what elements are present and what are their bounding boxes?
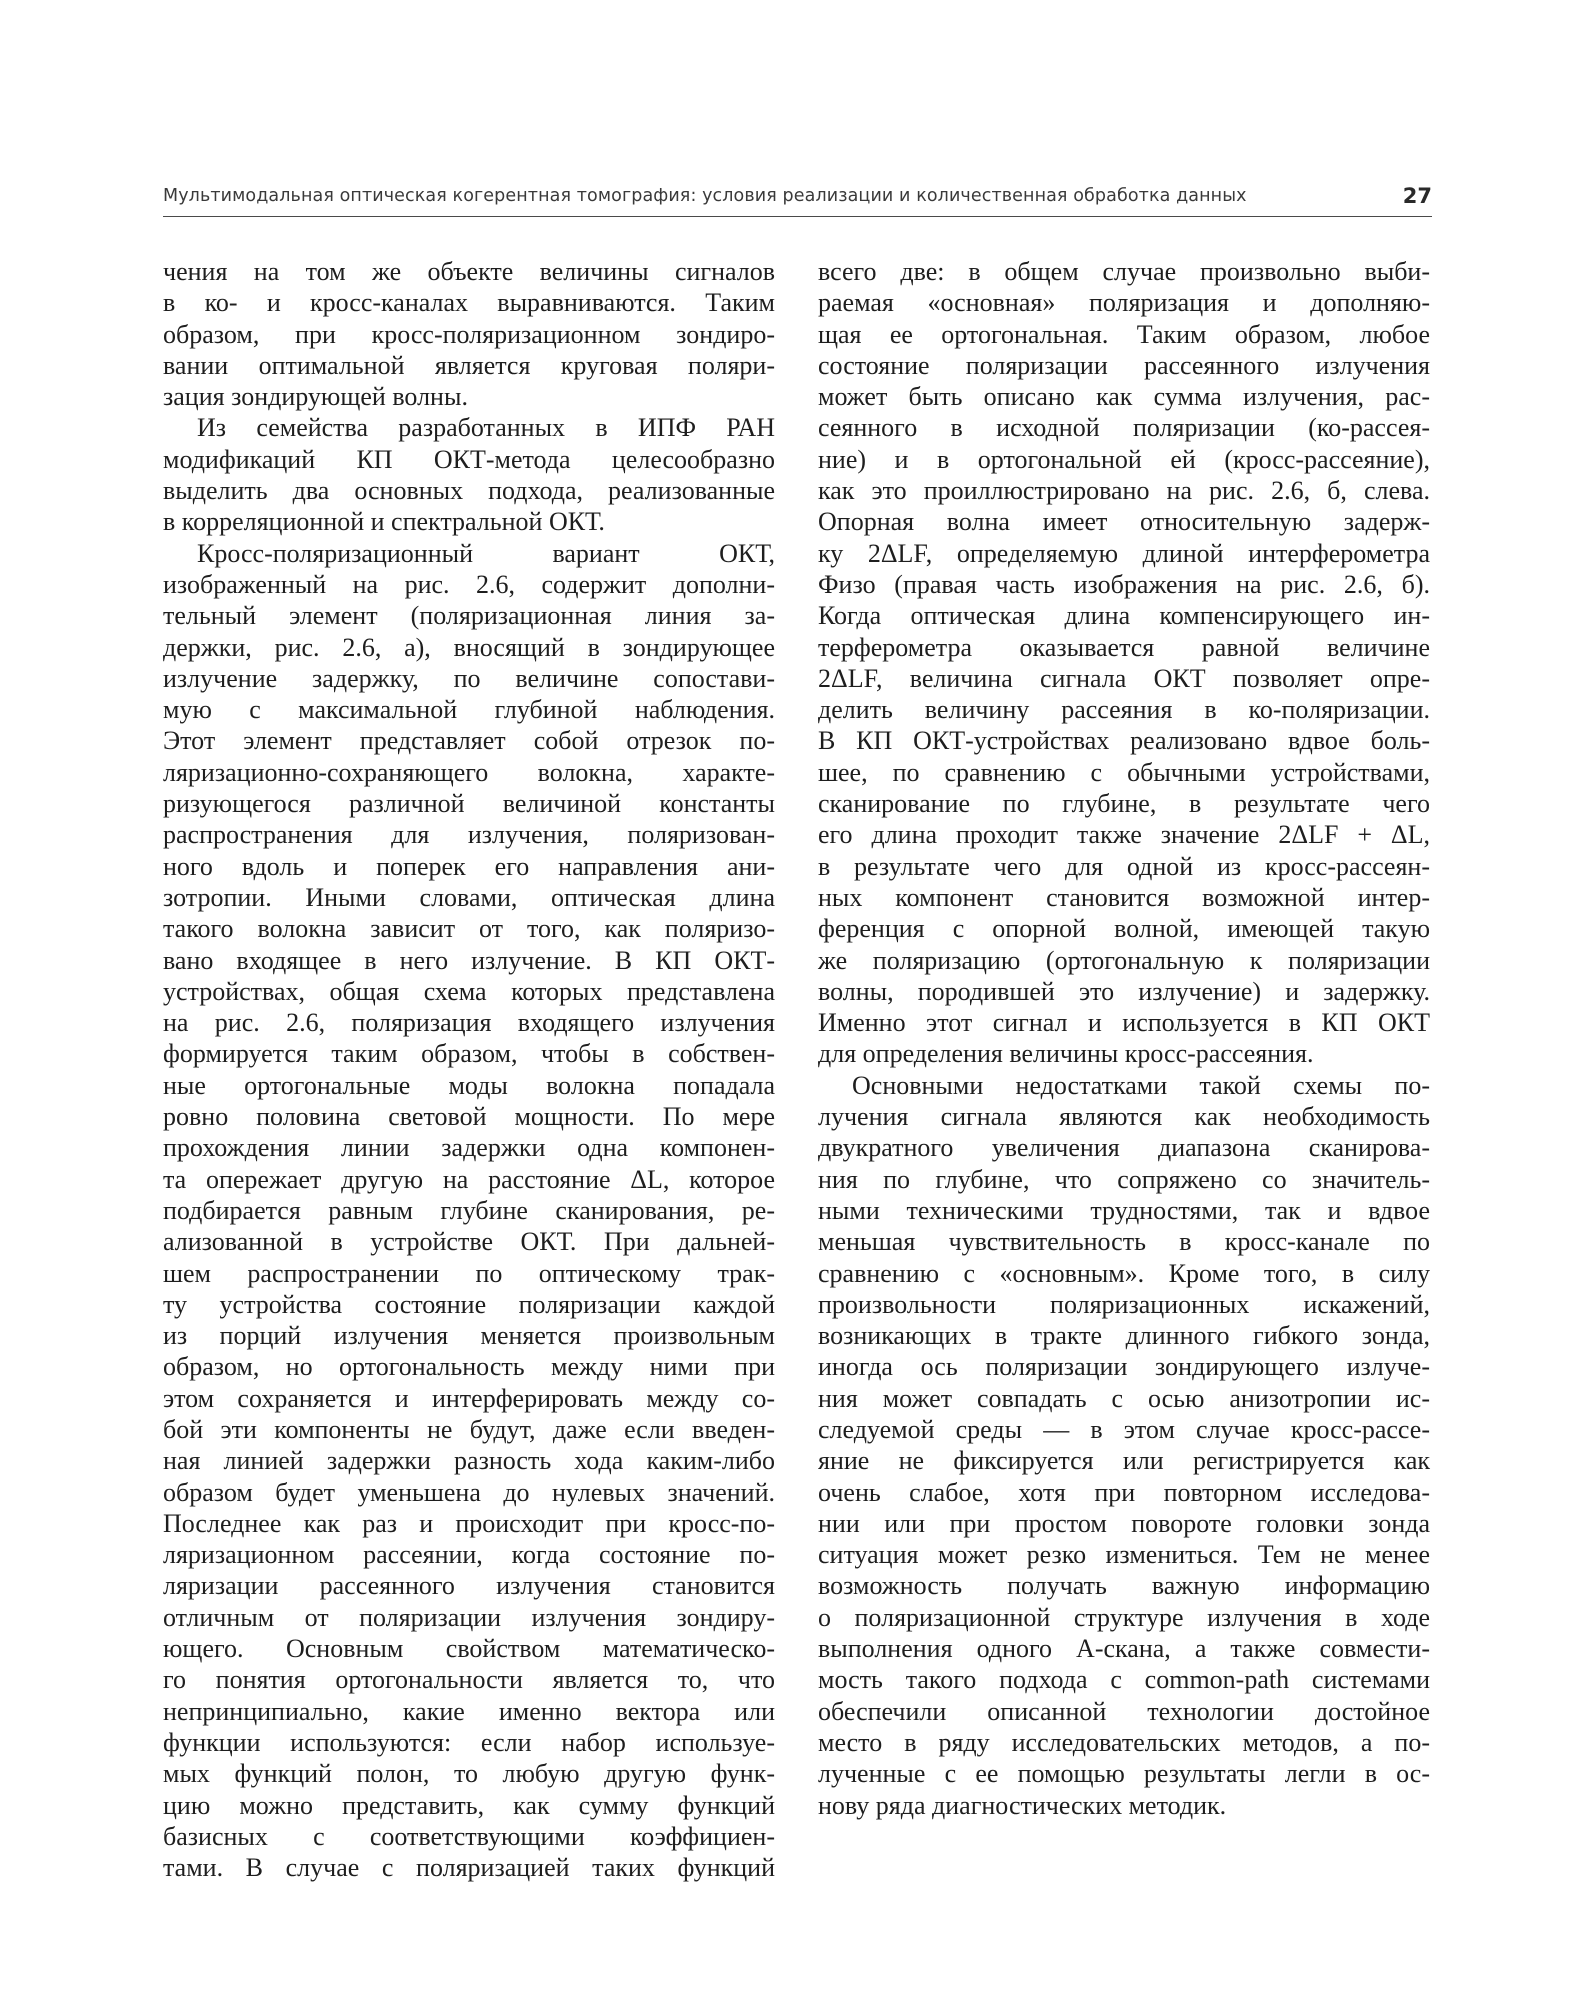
text-line: формируется таким образом, чтобы в собствен- xyxy=(163,1039,775,1069)
text-line: ситуация может резко измениться. Тем не менее xyxy=(818,1540,1430,1570)
text-line: подбирается равным глубине сканирования, ре- xyxy=(163,1195,775,1225)
text-line: иногда ось поляризации зондирующего излуче- xyxy=(818,1352,1430,1382)
text-line: нии или при простом повороте головки зонда xyxy=(818,1508,1430,1538)
text-line: 2ΔLF, величина сигнала ОКТ позволяет опре- xyxy=(818,663,1430,693)
text-line: модификаций КП ОКТ-метода целесообразно xyxy=(163,444,775,474)
text-line: волны, породившей это излучение) и задержку. xyxy=(818,976,1430,1006)
text-line: образом будет уменьшена до нулевых значений. xyxy=(163,1477,775,1507)
text-line: ту устройства состояние поляризации каждой xyxy=(163,1289,775,1319)
text-line: вано входящее в него излучение. В КП ОКТ- xyxy=(163,945,775,975)
text-line: Последнее как раз и происходит при кросс-по- xyxy=(163,1508,775,1538)
text-line: базисных с соответствующими коэффициен- xyxy=(163,1821,775,1851)
text-line: в ко- и кросс-каналах выравниваются. Таким xyxy=(163,288,775,318)
text-line: выделить два основных подхода, реализованные xyxy=(163,476,775,506)
text-line: излучение задержку, по величине сопостави- xyxy=(163,663,775,693)
text-line: Основными недостатками такой схемы по- xyxy=(852,1070,1430,1100)
text-line: из порций излучения меняется произвольным xyxy=(163,1321,775,1351)
text-line: держки, рис. 2.6, а), вносящий в зондирующее xyxy=(163,632,775,662)
text-line: ная линией задержки разность хода каким-либо xyxy=(163,1446,775,1476)
text-line: в корреляционной и спектральной ОКТ. xyxy=(163,507,605,537)
text-line: может быть описано как сумма излучения, рас- xyxy=(818,382,1430,412)
text-line: как это проиллюстрировано на рис. 2.6, б, слева. xyxy=(818,476,1430,506)
text-line: в результате чего для одной из кросс-рассеян- xyxy=(818,851,1430,881)
text-line: шее, по сравнению с обычными устройствами, xyxy=(818,757,1430,787)
page-number: 27 xyxy=(1402,184,1432,208)
text-line: Физо (правая часть изображения на рис. 2.6, б). xyxy=(818,569,1430,599)
text-line: непринципиально, какие именно вектора или xyxy=(163,1696,775,1726)
text-line: ализованной в устройстве ОКТ. При дальней- xyxy=(163,1227,775,1257)
text-line: ку 2ΔLF, определяемую длиной интерферометра xyxy=(818,538,1430,568)
text-line: нову ряда диагностических методик. xyxy=(818,1790,1227,1820)
text-line: для определения величины кросс-рассеяния. xyxy=(818,1039,1314,1069)
text-line: мую с максимальной глубиной наблюдения. xyxy=(163,695,775,725)
text-line: тами. В случае с поляризацией таких функций xyxy=(163,1853,775,1883)
text-line: прохождения линии задержки одна компонен- xyxy=(163,1133,775,1163)
text-line: ные ортогональные моды волокна попадала xyxy=(163,1070,775,1100)
text-line: функции используются: если набор используе- xyxy=(163,1727,775,1757)
text-line: Этот элемент представляет собой отрезок по- xyxy=(163,726,775,756)
text-line: вании оптимальной является круговая поляри- xyxy=(163,350,775,380)
text-line: выполнения одного А-скана, а также совмести- xyxy=(818,1634,1430,1664)
text-line: состояние поляризации рассеянного излучения xyxy=(818,350,1430,380)
text-line: ровно половина световой мощности. По мере xyxy=(163,1102,775,1132)
text-line: образом, при кросс-поляризационном зондиро- xyxy=(163,319,775,349)
text-line: ния по глубине, что сопряжено со значитель- xyxy=(818,1164,1430,1194)
text-line: меньшая чувствительность в кросс-канале по xyxy=(818,1227,1430,1257)
text-line: яние не фиксируется или регистрируется как xyxy=(818,1446,1430,1476)
text-line: лучения сигнала являются как необходимость xyxy=(818,1102,1430,1132)
text-line: мость такого подхода с common-path системами xyxy=(818,1665,1430,1695)
text-line: ние) и в ортогональной ей (кросс-рассеяние), xyxy=(818,444,1430,474)
text-line: ризующегося различной величиной константы xyxy=(163,789,775,819)
text-line: всего две: в общем случае произвольно выби- xyxy=(818,257,1430,286)
left-text-column xyxy=(163,256,775,1883)
text-line: возможность получать важную информацию xyxy=(818,1571,1430,1601)
text-line: изображенный на рис. 2.6, содержит дополни- xyxy=(163,569,775,599)
text-line: сеянного в исходной поляризации (ко-рассея- xyxy=(818,413,1430,443)
text-line: образом, но ортогональность между ними при xyxy=(163,1352,775,1382)
text-line: этом сохраняется и интерферировать между со- xyxy=(163,1383,775,1413)
text-line: его длина проходит также значение 2ΔLF + ΔL, xyxy=(818,820,1430,850)
text-line: бой эти компоненты не будут, даже если введен- xyxy=(163,1414,775,1444)
text-line: ляризационном рассеянии, когда состояние по- xyxy=(163,1540,775,1570)
text-line: делить величину рассеяния в ко-поляризации. xyxy=(818,695,1430,725)
text-line: раемая «основная» поляризация и дополняю- xyxy=(818,288,1430,318)
text-line: на рис. 2.6, поляризация входящего излучения xyxy=(163,1008,775,1038)
text-line: терферометра оказывается равной величине xyxy=(818,632,1430,662)
text-line: двукратного увеличения диапазона сканирова- xyxy=(818,1133,1430,1163)
text-line: ния может совпадать с осью анизотропии ис- xyxy=(818,1383,1430,1413)
text-line: о поляризационной структуре излучения в ходе xyxy=(818,1602,1430,1632)
text-line: го понятия ортогональности является то, что xyxy=(163,1665,775,1695)
text-line: та опережает другую на расстояние ΔL, которое xyxy=(163,1164,775,1194)
text-line: ляризационно-сохраняющего волокна, характе- xyxy=(163,757,775,787)
text-line: мых функций полон, то любую другую функ- xyxy=(163,1759,775,1789)
text-line: ного вдоль и поперек его направления ани- xyxy=(163,851,775,881)
text-line: Опорная волна имеет относительную задерж- xyxy=(818,507,1430,537)
text-line: ференция с опорной волной, имеющей такую xyxy=(818,914,1430,944)
text-line: Из семейства разработанных в ИПФ РАН xyxy=(197,413,775,443)
text-line: шем распространении по оптическому трак- xyxy=(163,1258,775,1288)
text-line: произвольности поляризационных искажений, xyxy=(818,1289,1430,1319)
running-title: Мультимодальная оптическая когерентная томография: условия реализации и количественная обработка данных xyxy=(163,186,1247,206)
text-line: следуемой среды — в этом случае кросс-рассе- xyxy=(818,1414,1430,1444)
text-line: устройствах, общая схема которых представлена xyxy=(163,976,775,1006)
text-line: Кросс-поляризационный вариант ОКТ, xyxy=(197,538,775,568)
text-line: ными техническими трудностями, так и вдвое xyxy=(818,1195,1430,1225)
text-line: ющего. Основным свойством математическо- xyxy=(163,1634,775,1664)
text-line: очень слабое, хотя при повторном исследова- xyxy=(818,1477,1430,1507)
text-line: зация зондирующей волны. xyxy=(163,382,468,412)
text-line: сканирование по глубине, в результате чего xyxy=(818,789,1430,819)
text-line: тельный элемент (поляризационная линия за- xyxy=(163,601,775,631)
text-line: отличным от поляризации излучения зондиру- xyxy=(163,1602,775,1632)
text-line: обеспечили описанной технологии достойное xyxy=(818,1696,1430,1726)
text-line: зотропии. Иными словами, оптическая длина xyxy=(163,882,775,912)
text-line: место в ряду исследовательских методов, а по- xyxy=(818,1727,1430,1757)
text-line: цию можно представить, как сумму функций xyxy=(163,1790,775,1820)
text-line: возникающих в тракте длинного гибкого зонда, xyxy=(818,1321,1430,1351)
text-line: В КП ОКТ-устройствах реализовано вдвое боль- xyxy=(818,726,1430,756)
text-line: Именно этот сигнал и используется в КП ОКТ xyxy=(818,1008,1430,1038)
text-line: такого волокна зависит от того, как поляризо- xyxy=(163,914,775,944)
text-line: чения на том же объекте величины сигналов xyxy=(163,257,775,286)
running-header xyxy=(163,180,1432,217)
text-line: лученные с ее помощью результаты легли в ос- xyxy=(818,1759,1430,1789)
text-line: Когда оптическая длина компенсирующего ин- xyxy=(818,601,1430,631)
text-line: ных компонент становится возможной интер- xyxy=(818,882,1430,912)
text-line: щая ее ортогональная. Таким образом, любое xyxy=(818,319,1430,349)
right-text-column xyxy=(818,256,1430,1821)
text-line: же поляризацию (ортогональную к поляризации xyxy=(818,945,1430,975)
text-line: сравнению с «основным». Кроме того, в силу xyxy=(818,1258,1430,1288)
text-line: ляризации рассеянного излучения становится xyxy=(163,1571,775,1601)
text-line: распространения для излучения, поляризован- xyxy=(163,820,775,850)
